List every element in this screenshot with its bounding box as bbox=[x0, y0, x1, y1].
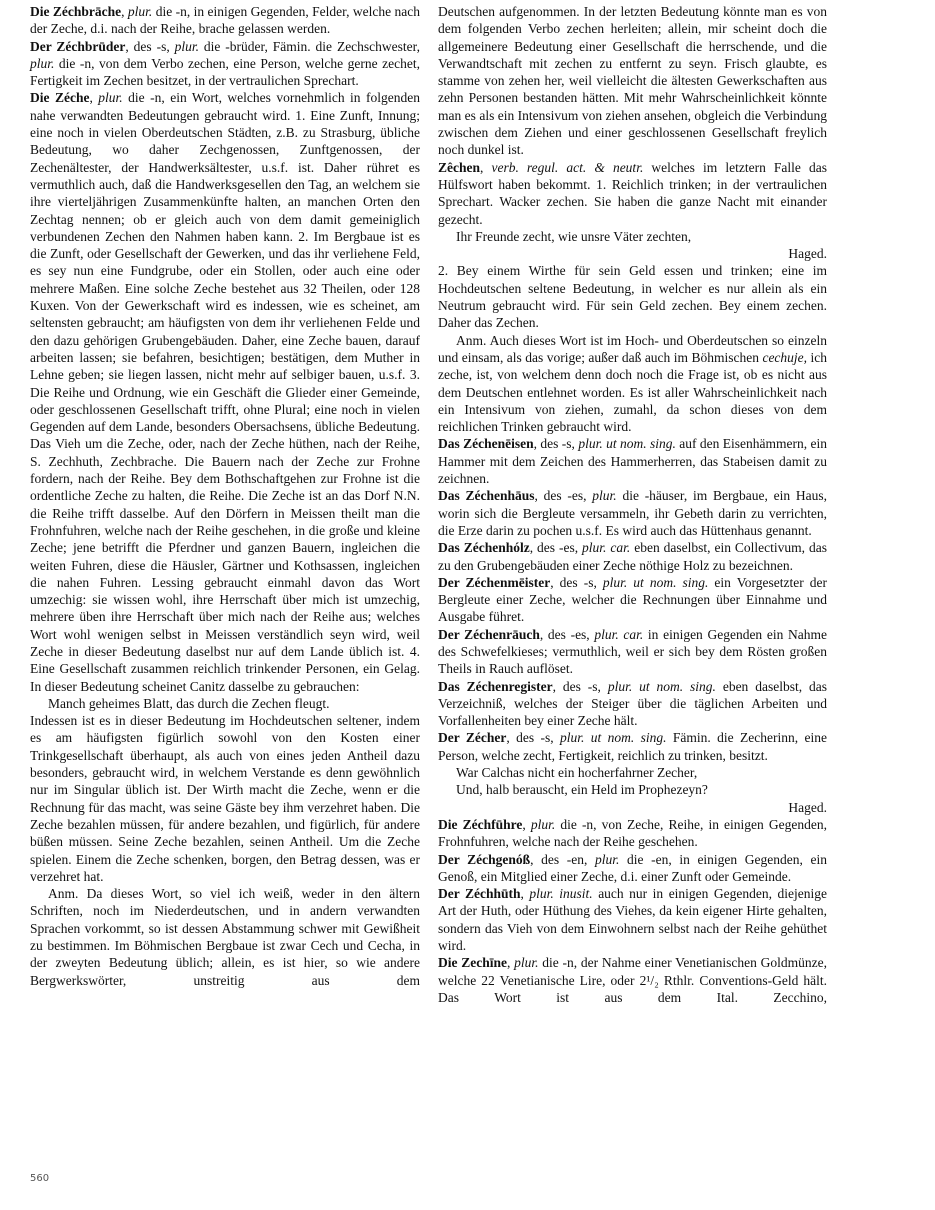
entry-text: Haged. bbox=[788, 799, 827, 815]
entry-text: , des -s, bbox=[552, 678, 608, 694]
grammar-note: plur. bbox=[127, 4, 153, 19]
entry-text: welches im letztern Falle das Hülfswort haben bekommt. 1. Reichlich trinken; in der vertraulichen Sprechart. Wacker zechen. Sie haben die ganze Nacht mit einander gezecht. bbox=[438, 159, 827, 227]
grammar-note: plur. bbox=[530, 816, 556, 832]
headword: Die Zéchfūhre bbox=[438, 816, 523, 832]
entry-text: , bbox=[480, 159, 492, 175]
entry-text: eben daselbst, ein Collectivum, das zu den Grubengebäuden einer Zeche nöthige Holz zu bezeichnen. bbox=[438, 540, 827, 573]
entry-text: die -n, von Zeche, Reihe, in einigen Gegenden, Frohnfuhren, welche nach der Reihe geschehen. bbox=[438, 816, 827, 850]
headword: Das Zéchenhāus bbox=[438, 488, 535, 504]
entry-text: , bbox=[522, 816, 531, 832]
entry-text: die -n, von dem Verbo zechen, eine Person, welche gerne zechet, Fertigkeit im Zechen besitzet, in der vertraulichen Sprechart. bbox=[30, 55, 420, 89]
entry-text: die -n, der Nahme einer Venetianischen Goldmünze, welche 22 Venetianische Lire, oder 2¹/₂ Rthlr. Conventions-Geld hält. Das Wort ist aus dem Ital. Zecchino, bbox=[438, 955, 827, 1005]
entry-text: Anm. Auch dieses Wort ist im Hoch- und Oberdeutschen so einzeln und einsam, als das vorige; außer daß auch im Böhmischen bbox=[438, 332, 827, 365]
headword: Zêchen bbox=[438, 159, 480, 175]
entry-text: , des -es, bbox=[534, 488, 593, 504]
headword: Der Zéchbrūder bbox=[30, 38, 126, 54]
grammar-note: plur. bbox=[592, 488, 617, 504]
entry-text: Fämin. die Zecherinn, eine Person, welche zecht, Fertigkeit, reichlich zu trinken, besitzt. bbox=[438, 730, 827, 763]
headword: Der Zécher bbox=[438, 730, 507, 746]
dictionary-entry bbox=[438, 159, 827, 228]
entry-text: die -n, ein Wort, welches vornehmlich in folgenden nahe verwandten Bedeutungen gebraucht wird. 1. Eine Zunft, Innung; eine noch in vielen Oberdeutschen Städten, z.B. zu Strasburg, übliche Bedeutung, wo daher Zechgenossen, Zunftgenossen, der Zechenältester, der Handwerksältester, u.s.f. ist. Daher rühret es vermuthlich auch, daß die Handwerksgesellen den Tag, an welchem sie ihre vierteljährigen Zusammenkünfte halten, an manchen Orten den Zechtag nennen; ob er gleich auch von dem damit gemeiniglich verbundenen Zechen den Nahmen haben kann. 2. Im Bergbaue ist es die Zunft, oder Gesellschaft der Gewerken, und das ihr verliehene Feld, es sey nun eine Fundgrube, oder ein Stollen, oder auch eine oder mehrere Maßen. Eine solche Zeche bestehet aus 32 Theilen, oder 128 Kuxen. Von der Gewerkschaft wird es indessen, wie es scheinet, am seltensten gebraucht; am häufigsten von dem ihr verliehenen Felde und den dazu gehörigen Grubengebäuden. Daher, eine Zeche bauen, darauf arbeiten lassen; sie befahren, besichtigen; bestätigen, dem Muther in Lehne geben; sie liegen lassen, nicht mehr auf selbiger bauen, u.s.f. 3. Die Reihe und Ordnung, wie ein Geschäft die Glieder einer Gemeinde, oder geschlossenen Gesellschaft trifft, ohne Plural; eine noch in vielen Gegenden auf dem Lande, besonders Obersachsens, übliche Bedeutung. Das Vieh um die Zeche, oder, nach der Zeche hüthen, nach der Reihe, S. Zechhuth, Zechbrache. Die Bauern nach der Zeche zur Frohne fordern, nach der Reihe. Bey dem Bothschaftgehen zur Frohne ist die ordentliche Zeche zu halten, die Reihe. Die Zeche ist an das Dorf N.N. die Reihe trifft dasselbe. Auf den Dörfern in Meissen theilt man die Frohnfuhren, welche nach der Reihe geschehen, in die große und kleine Zeche; jene betrifft die Pferdner und ganzen Bauern, ingleichen die weiten Fuhren, diese die Häusler, Gärtner und Kothsassen, ingleichen die nahen Fuhren. Lessing gebraucht einmahl davon das Wort umzechig: sie wissen wohl, ihre Herrschaft über mich ist umzechig, mehrere üben ihre Herrschaft über mich nach der Reihe aus; welches Wort wohl wenigen selbst in Meissen verständlich seyn wird, weil Zeche in dieser Bedeutung daselbst nur auf dem Lande üblich ist. 4. Eine Gesellschaft zusammen reichlich trinkender Personen, ein Gelag. In dieser Bedeutung scheinet Canitz dasselbe zu gebrauchen: bbox=[30, 90, 420, 694]
annotation-paragraph bbox=[438, 332, 827, 436]
headword: Der Zéchgenóß bbox=[438, 851, 531, 867]
dictionary-entry bbox=[438, 678, 827, 730]
headword: Das Zéchenregister bbox=[438, 678, 553, 694]
grammar-note: plur. ut nom. sing. bbox=[578, 436, 676, 452]
verse-quote bbox=[438, 781, 827, 798]
entry-text: , des -es, bbox=[529, 540, 583, 556]
grammar-note: cechuje, bbox=[762, 349, 808, 365]
dictionary-entry bbox=[30, 89, 420, 694]
grammar-note: plur. ut nom. sing. bbox=[602, 574, 709, 590]
headword: Die Zechīne bbox=[438, 955, 507, 971]
entry-text: , des -s, bbox=[533, 436, 579, 452]
grammar-note: plur. car. bbox=[582, 540, 631, 556]
verse-quote bbox=[438, 764, 827, 781]
grammar-note: plur. ut nom. sing. bbox=[607, 678, 716, 694]
dictionary-entry bbox=[438, 885, 827, 954]
grammar-note: plur. car. bbox=[594, 626, 644, 642]
entry-text: Haged. bbox=[788, 246, 827, 262]
entry-text: 2. Bey einem Wirthe für sein Geld essen und trinken; eine im Hochdeutschen seltene Bedeutung, in welcher es nur allein als ein Neutrum gebraucht wird. Für sein Geld zechen. Bey einem zechen. Daher das Zechen. bbox=[438, 263, 827, 331]
grammar-note: plur. bbox=[514, 955, 539, 971]
entry-text: auch nur in einigen Gegenden, diejenige Art der Huth, oder Hüthung des Viehes, da kein eigener Hirte gehalten, sondern das Vieh von dem Einwohnern selbst nach der Reihe gehüthet wird. bbox=[438, 886, 828, 954]
quote-source bbox=[438, 245, 827, 262]
dictionary-entry bbox=[438, 435, 827, 487]
dictionary-entry bbox=[438, 851, 827, 886]
dictionary-entry bbox=[438, 539, 827, 574]
dictionary-entry bbox=[438, 574, 827, 626]
annotation-paragraph bbox=[30, 885, 420, 989]
entry-text: ich zeche, ist, von welchem denn doch noch die Frage ist, ob es nicht aus dem Deutschen entlehnet worden. Es ist aller Wahrscheinlichkeit nach ein Intensivum von ziehen, zumahl, da schon dieses von dem reichlichen Trinken gebraucht wird. bbox=[438, 349, 828, 435]
headword: Der Zéchhūth bbox=[438, 886, 521, 902]
grammar-note: plur. bbox=[594, 851, 620, 867]
grammar-note: plur. inusit. bbox=[529, 886, 593, 902]
entry-text: Ihr Freunde zecht, wie unsre Väter zechten, bbox=[456, 228, 692, 244]
entry-text: die -brüder, Fämin. die Zechschwester, bbox=[199, 38, 420, 54]
entry-text: die -häuser, im Bergbaue, ein Haus, worin sich die Bergleute versammeln, ihr Gebeth darin zu verrichten, die Erze darin zu pochen u.s.f. Es wird auch das Hüttenhaus genannt. bbox=[438, 488, 827, 538]
entry-text: in einigen Gegenden ein Nahme des Schwefelkieses; vermuthlich, weil er sich bey dem Rösten großen Theils in Rauch auflöset. bbox=[438, 626, 827, 677]
headword: Das Zéchenhólz bbox=[438, 540, 530, 556]
entry-text: , des -es, bbox=[539, 626, 595, 642]
headword: Der Zéchenrāuch bbox=[438, 626, 540, 642]
quote-source bbox=[438, 799, 827, 816]
entry-text: , bbox=[520, 886, 530, 902]
grammar-note: plur. bbox=[30, 55, 55, 71]
grammar-note: plur. ut nom. sing. bbox=[560, 730, 667, 746]
grammar-note: plur. bbox=[98, 90, 123, 106]
continued-paragraph bbox=[438, 262, 827, 331]
entry-text: , des -en, bbox=[530, 851, 595, 867]
continued-paragraph bbox=[438, 3, 827, 159]
dictionary-entry bbox=[438, 729, 827, 764]
entry-text: eben daselbst, das Verzeichniß, welches der Steiger über die täglichen Arbeiten und Vorfallenheiten bey einer Zeche hält. bbox=[438, 678, 827, 729]
verse-quote bbox=[438, 228, 827, 245]
dictionary-entry bbox=[438, 487, 827, 539]
entry-text: Manch geheimes Blatt, das durch die Zechen fleugt. bbox=[48, 695, 330, 711]
grammar-note: verb. regul. act. & neutr. bbox=[491, 159, 644, 175]
entry-text: Und, halb berauscht, ein Held im Prophezeyn? bbox=[456, 782, 708, 798]
entry-text: Anm. Da dieses Wort, so viel ich weiß, weder in den ältern Schriften, noch im Niederdeutschen, und in andern verwandten Sprachen vorkommt, so ist dessen Abstammung schwer mit Gewißheit zu bestimmen. Im Böhmischen Bergbaue ist zwar Cech und Cecha, in der zweyten Bedeutung üblich; allein, es ist hier, so wie andere Bergwerkswörter, unstreitig aus dem bbox=[30, 886, 420, 988]
entry-text: Indessen ist es in dieser Bedeutung im Hochdeutschen seltener, indem es am häufigsten figürlich sowohl von den Kosten einer Trinkgesellschaft überhaupt, als auch von eines jeden Antheil dazu besonders, gebraucht wird, in welchem Verstande es denn gewöhnlich nur im Singular üblich ist. Der Wirth macht die Zeche, wenn er die Rechnung für das macht, was seine Gäste bey ihm verzehret haben. Die Zeche bezahlen müssen, für andere bezahlen, und figürlich, für andere büßen müssen. Seine Zeche bezahlen, seinen Antheil. Um die Zeche spielen. Einem die Zeche schenken, borgen, den Betrag dessen, was er verzehret hat. bbox=[30, 713, 420, 884]
left-column bbox=[30, 3, 420, 989]
headword: Die Zéchbrāche bbox=[30, 4, 122, 19]
headword: Das Zéchenēisen bbox=[438, 436, 534, 452]
dictionary-entry bbox=[438, 954, 827, 1006]
entry-text: , bbox=[121, 4, 128, 19]
dictionary-entry bbox=[30, 3, 420, 38]
entry-text: War Calchas nicht ein hocherfahrner Zecher, bbox=[456, 765, 698, 781]
headword: Die Zéche bbox=[30, 90, 90, 106]
entry-text: Deutschen aufgenommen. In der letzten Bedeutung könnte man es von dem folgenden Verbo zechen herleiten; allein, mir scheint doch die allgemeinere Bedeutung einer Gesellschaft die herrschende, und die Verwandtschaft mit zechen zu entfernt zu seyn. Frisch glaubte, es stamme von zehen her, weil vielleicht die ältesten Gewerkschaften aus zehn Personen bestanden hätten. Mit mehr Wahrscheinlichkeit könnte man es als ein Intensivum von ziehen ansehen, obgleich die Verbindung zwischen dem Ziehen und einer geschlossenen Gesellschaft freylich noch dunkel ist. bbox=[438, 4, 827, 158]
entry-text: , bbox=[89, 90, 99, 106]
headword: Der Zéchenmēister bbox=[438, 574, 551, 590]
entry-text: auf den Eisenhämmern, ein Hammer mit dem Zeichen des Hammerherren, das Stabeisen damit zu zeichnen. bbox=[438, 436, 828, 487]
dictionary-entry bbox=[30, 38, 420, 90]
dictionary-entry bbox=[438, 626, 827, 678]
entry-text: die -n, in einigen Gegenden, Felder, welche nach der Zeche, d.i. nach der Reihe, brache gelassen werden. bbox=[30, 4, 421, 37]
right-column bbox=[438, 3, 827, 1006]
entry-text: , des -s, bbox=[506, 730, 560, 746]
entry-text: , des -s, bbox=[125, 38, 175, 54]
entry-text: , bbox=[507, 955, 515, 971]
verse-quote bbox=[30, 695, 420, 712]
entry-text: die -en, in einigen Gegenden, ein Genoß, ein Mitglied einer Zeche, d.i. einer Zunft oder Gemeinde. bbox=[438, 851, 828, 884]
entry-text: , des -s, bbox=[550, 574, 603, 590]
grammar-note: plur. bbox=[174, 38, 199, 54]
dictionary-entry bbox=[438, 816, 827, 851]
entry-text: ein Vorgesetzter der Bergleute einer Zeche, welcher die Rechnungen über Einnahme und Ausgabe führet. bbox=[438, 574, 827, 625]
continued-paragraph bbox=[30, 712, 420, 885]
page-number: 560 bbox=[30, 1173, 50, 1184]
